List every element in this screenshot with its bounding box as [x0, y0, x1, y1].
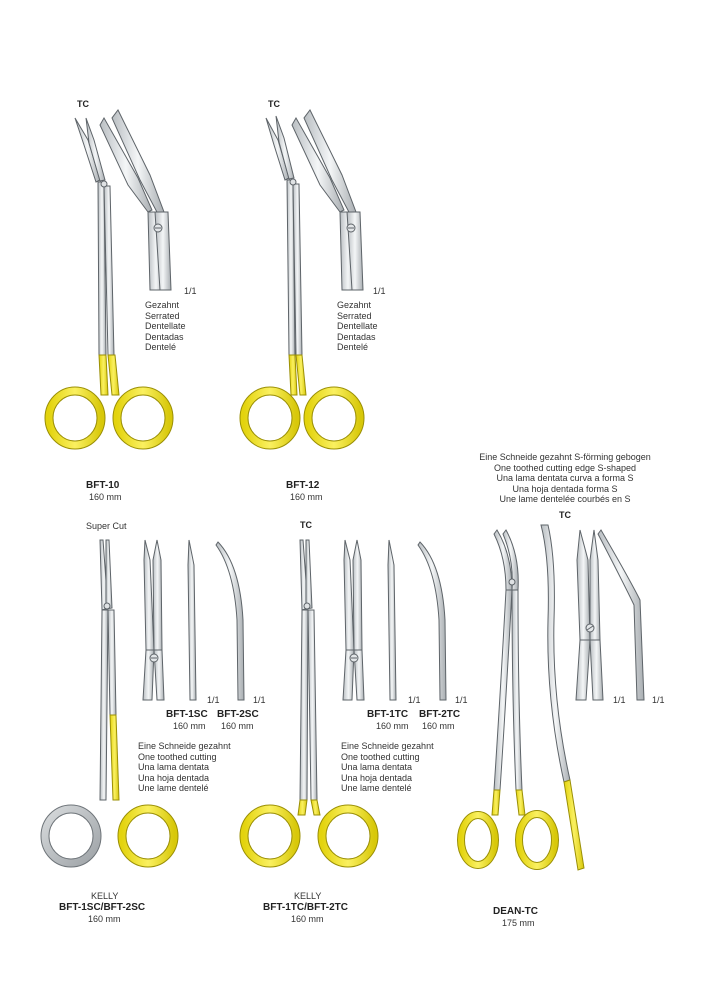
description-line: Serrated — [145, 310, 180, 321]
scale-label: 1/1 — [253, 695, 266, 705]
super-cut-marker: Super Cut — [86, 521, 127, 531]
product-name: KELLY — [294, 891, 322, 901]
description-line: Una lama dentata — [138, 762, 210, 772]
product-size: 160 mm — [89, 492, 122, 502]
description-line: Dentelé — [337, 342, 369, 352]
product-size: 160 mm — [221, 721, 254, 731]
description-line: Dentadas — [145, 331, 184, 342]
scale-label: 1/1 — [408, 695, 421, 705]
product-size: 175 mm — [502, 918, 535, 928]
scissors-bft-10 — [49, 110, 171, 445]
scale-label: 1/1 — [613, 695, 626, 705]
feature-description — [341, 741, 434, 794]
description-line: Una hoja dentada — [138, 772, 210, 783]
description-line: Une lame dentelée courbés en S — [499, 494, 631, 504]
description-line: Gezahnt — [337, 300, 372, 310]
scale-label: 1/1 — [184, 286, 197, 296]
scale-label: 1/1 — [207, 695, 220, 705]
product-code: BFT-2TC — [419, 709, 461, 720]
description-line: One toothed cutting — [341, 751, 420, 762]
product-size: 160 mm — [88, 914, 121, 924]
description-line: Una hoja dentada — [341, 772, 413, 783]
product-code: BFT-1TC/BFT-2TC — [263, 902, 348, 913]
description-line: Dentelé — [145, 342, 177, 352]
description-line: Serrated — [337, 310, 372, 321]
product-size: 160 mm — [422, 721, 455, 731]
description-line: Una hoja dentada forma S — [512, 483, 618, 494]
tc-marker: TC — [300, 520, 312, 530]
description-line: One toothed cutting — [138, 751, 217, 762]
scissors-bft-12 — [244, 110, 363, 445]
scale-label: 1/1 — [373, 286, 386, 296]
feature-description — [337, 300, 378, 353]
product-name: KELLY — [91, 891, 119, 901]
product-code: BFT-12 — [286, 480, 320, 491]
product-size: 160 mm — [290, 492, 323, 502]
product-code: BFT-2SC — [217, 709, 259, 720]
product-size: 160 mm — [291, 914, 324, 924]
description-line: Une lame dentelé — [341, 783, 412, 793]
description-line: Eine Schneide gezahnt S-förming gebogen — [479, 452, 651, 462]
description-line: Eine Schneide gezahnt — [341, 741, 434, 751]
product-code: BFT-10 — [86, 480, 120, 491]
description-line: One toothed cutting edge S-shaped — [493, 462, 637, 473]
dean-description — [455, 452, 675, 505]
description-line: Una lama dentata — [341, 762, 413, 772]
description-line: Gezahnt — [145, 300, 180, 310]
scale-label: 1/1 — [652, 695, 665, 705]
description-line: Dentellate — [145, 321, 186, 331]
tc-marker: TC — [559, 510, 571, 520]
tc-marker: TC — [77, 99, 89, 109]
product-size: 160 mm — [173, 721, 206, 731]
product-code: DEAN-TC — [493, 906, 538, 917]
tc-marker: TC — [268, 99, 280, 109]
description-line: Dentadas — [337, 331, 376, 342]
description-line: Una lama dentata curva a forma S — [496, 473, 634, 483]
product-code: BFT-1TC — [367, 709, 409, 720]
scale-label: 1/1 — [455, 695, 468, 705]
description-line: Une lame dentelé — [138, 783, 209, 793]
product-code: BFT-1SC/BFT-2SC — [59, 902, 146, 913]
product-code: BFT-1SC — [166, 709, 208, 720]
product-size: 160 mm — [376, 721, 409, 731]
description-line: Eine Schneide gezahnt — [138, 741, 231, 751]
feature-description — [138, 741, 231, 794]
feature-description — [145, 300, 186, 353]
description-line: Dentellate — [337, 321, 378, 331]
